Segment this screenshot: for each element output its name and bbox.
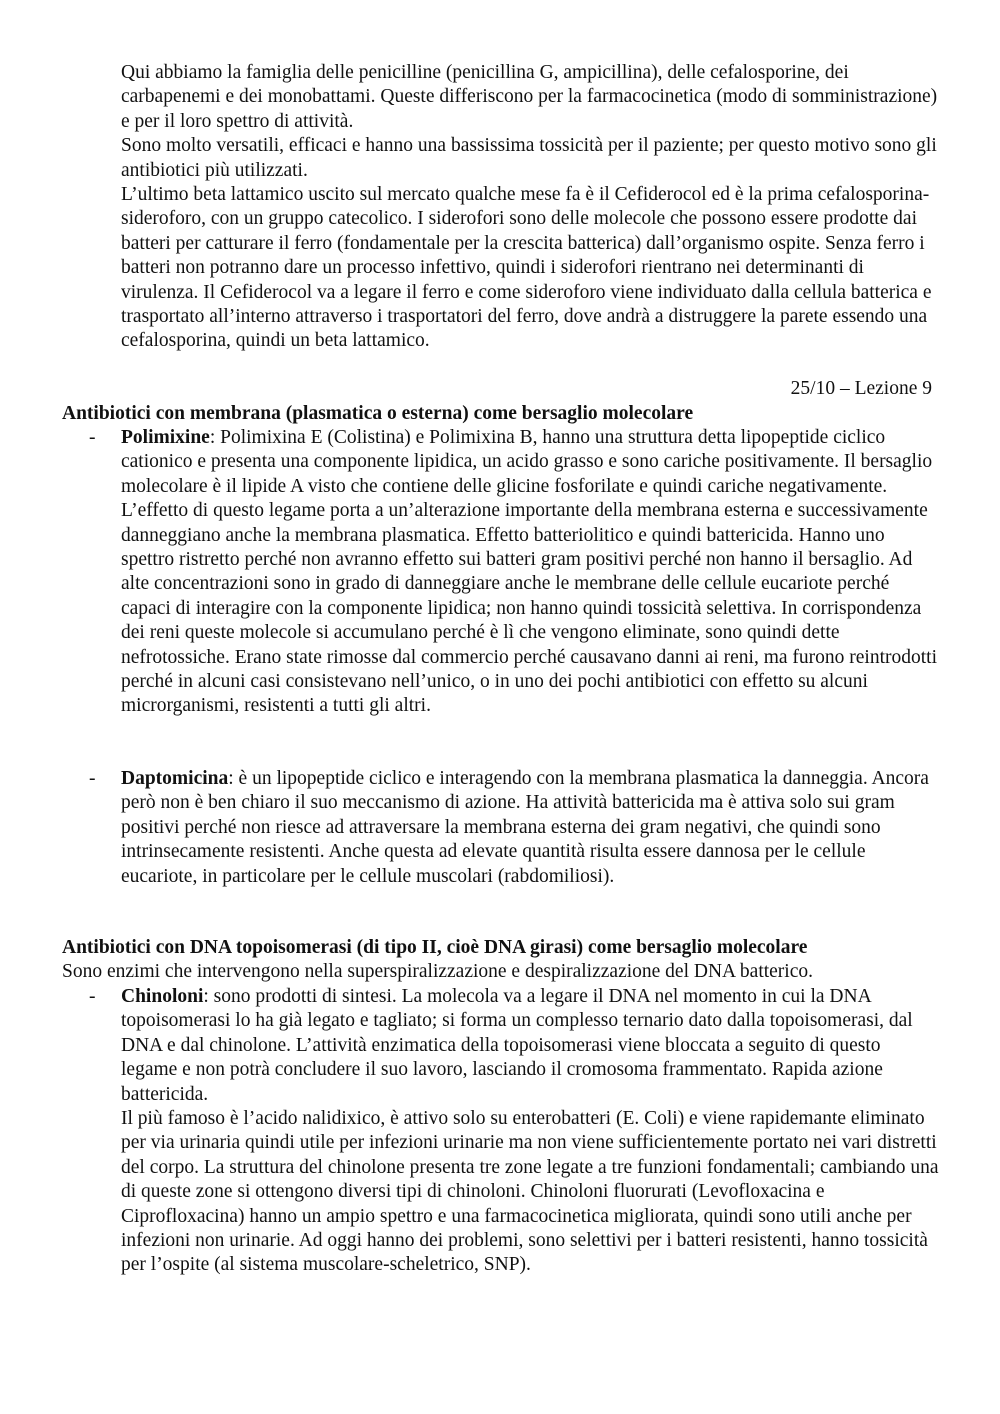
list-dash: - xyxy=(89,986,96,1007)
list-dash: - xyxy=(89,768,96,789)
intro-paragraph: Qui abbiamo la famiglia delle penicilline (penicillina G, ampicillina), delle cefalosporine, dei carbapenemi e dei monobattami. Queste differiscono per la farmacocinetica (modo di somministrazione) e per il loro spettro di attività. xyxy=(121,62,938,132)
list-item-text xyxy=(121,985,941,1107)
intro-paragraph: Sono molto versatili, efficaci e hanno una bassissima tossicità per il paziente; per questo motivo sono gli antibiotici più utilizzati. xyxy=(121,135,937,181)
list-item-text xyxy=(121,426,941,719)
term-description: : sono prodotti di sintesi. La molecola va a legare il DNA nel momento in cui la DNA topoisomerasi lo ha già legato e tagliato; si forma un complesso ternario dato dalla topoisomerasi, dal DNA e dal chinolone. L’attività enzimatica della topoisomerasi viene bloccata a seguito di questo legame e non potrà concludere il suo lavoro, lasciando il cromosoma frammentato. Rapida azione battericida. xyxy=(121,986,913,1105)
intro-paragraph: L’ultimo beta lattamico uscito sul mercato qualche mese fa è il Cefiderocol ed è la prima cefalosporina-sideroforo, con un gruppo catecolico. I siderofori sono delle molecole che possono essere prodotte dai batteri per catturare il ferro (fondamentale per la crescita batterica) dall’organismo ospite. Senza ferro i batteri non potranno dare un processo infettivo, quindi i siderofori rientrano nei determinanti di virulenza. Il Cefiderocol va a legare il ferro e come sideroforo viene individuato dalla cellula batterica e trasportato all’interno attraverso i trasportatori del ferro, dove andrà a distruggere la parete essendo una cefalosporina, quindi un beta lattamico. xyxy=(121,184,932,352)
section-heading-topoisomerasi: Antibiotici con DNA topoisomerasi (di tipo II, cioè DNA girasi) come bersaglio molecolare xyxy=(62,937,808,958)
section-intro: Sono enzimi che intervengono nella superspiralizzazione e despiralizzazione del DNA batterico. xyxy=(62,961,813,982)
term-label: Chinoloni xyxy=(121,986,204,1007)
term-description: : è un lipopeptide ciclico e interagendo con la membrana plasmatica la danneggia. Ancora però non è ben chiaro il suo meccanismo di azione. Ha attività battericida ma è attiva solo sui gram positivi perché non riesce ad attraversare la membrana esterna dei gram negativi, che quindi sono intrinsecamente resistenti. Anche questa ad elevate quantità risulta essere dannosa per le cellule eucariote, in particolare per le cellule muscolari (rabdomiliosi). xyxy=(121,768,929,887)
list-item-chinoloni xyxy=(89,985,941,1278)
list-item-paragraph: Il più famoso è l’acido nalidixico, è attivo solo su enterobatteri (E. Coli) e viene rapidemante eliminato per via urinaria quindi utile per infezioni urinarie ma non viene sufficientemente portato nei vari distretti del corpo. La struttura del chinolone presenta tre zone legate a tre funzioni fondamentali; cambiando una di queste zone si ottengono diversi tipi di chinoloni. Chinoloni fluorurati (Levofloxacina e Ciprofloxacina) hanno un ampio spettro e una farmacocinetica migliorata, quindi sono utili anche per infezioni non urinarie. Ad oggi hanno dei problemi, sono selettivi per i batteri resistenti, hanno tossicità per l’ospite (al sistema muscolare-scheletrico, SNP). xyxy=(121,1108,939,1276)
term-label: Daptomicina xyxy=(121,768,229,789)
list-item-daptomicina xyxy=(89,767,941,889)
term-label: Polimixine xyxy=(121,427,210,448)
intro-block xyxy=(121,61,941,354)
list-item-text xyxy=(121,767,941,889)
term-description: : Polimixina E (Colistina) e Polimixina B, hanno una struttura detta lipopeptide ciclico cationico e presenta una componente lipidica, un acido grasso e sono cariche positivamente. Il bersaglio molecolare è il lipide A visto che contiene delle glicine fosforilate e quindi cariche negativamente. L’effetto di questo legame porta a un’alterazione importante della membrana esterna e successivamente danneggiano anche la membrana plasmatica. Effetto batteriolitico e quindi battericida. Hanno uno spettro ristretto perché non avranno effetto sui batteri gram positivi perché non hanno il bersaglio. Ad alte concentrazioni sono in grado di danneggiare anche le membrane delle cellule eucariote perché capaci di interagire con la componente lipidica; non hanno quindi tossicità selettiva. In corrispondenza dei reni queste molecole si accumulano perché è lì che vengono eliminate, sono quindi dette nefrotossiche. Erano state rimosse dal commercio perché causavano danni ai reni, ma furono reintrodotti perché in alcuni casi consistevano nell’unico, o in uno dei pochi antibiotici con effetto su alcuni microrganismi, resistenti a tutti gli altri. xyxy=(121,427,938,717)
list-dash: - xyxy=(89,427,96,448)
list-item-polimixine xyxy=(89,426,941,719)
lesson-label: 25/10 – Lezione 9 xyxy=(790,378,932,399)
section-heading-membrane: Antibiotici con membrana (plasmatica o esterna) come bersaglio molecolare xyxy=(62,403,694,424)
